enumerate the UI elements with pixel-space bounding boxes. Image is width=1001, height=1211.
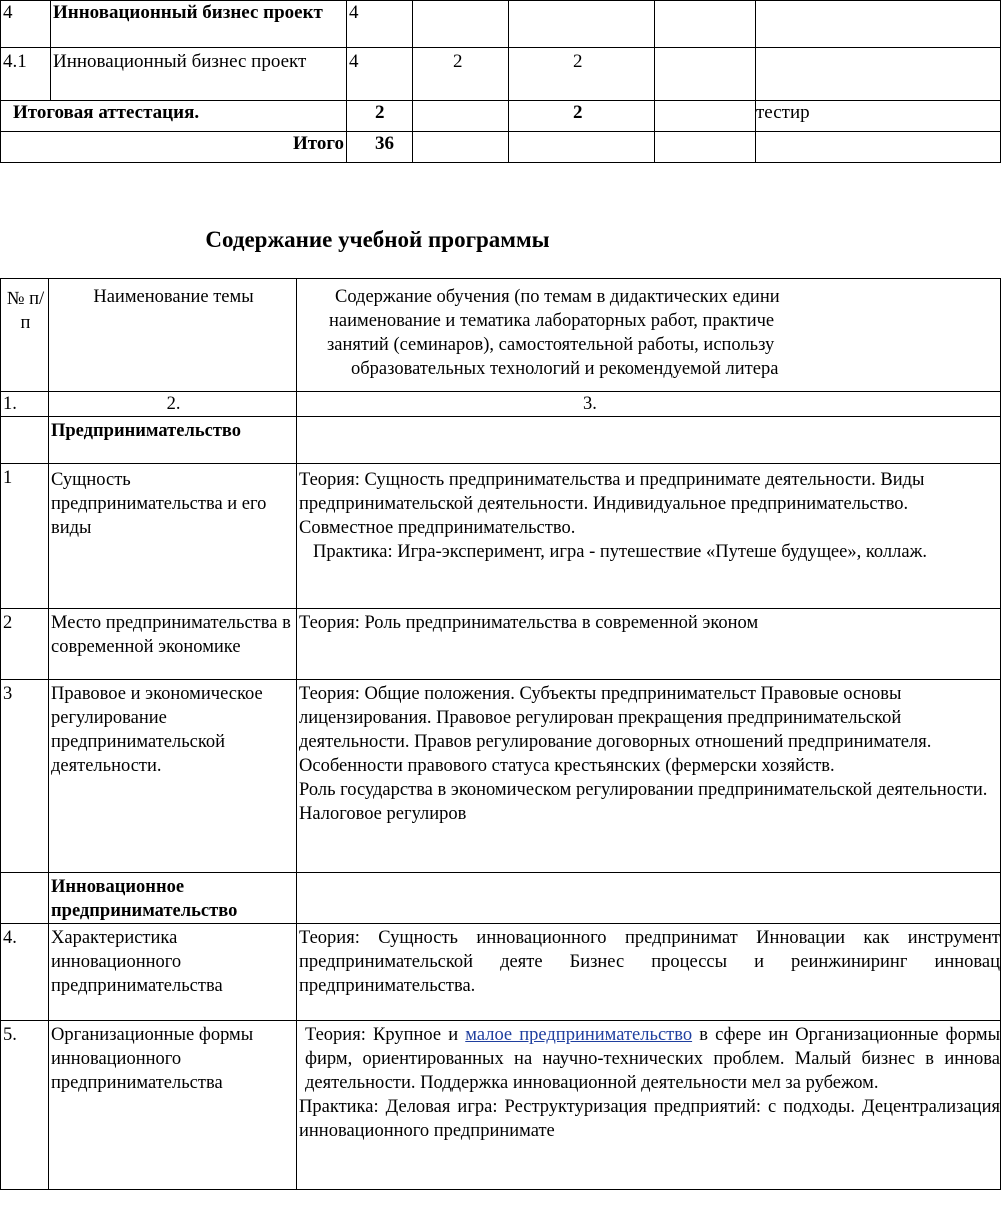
table-row bbox=[1, 132, 1001, 163]
practice-hours bbox=[509, 1, 655, 48]
header-content-line: занятий (семинаров), самостоятельной работы, использу bbox=[327, 335, 775, 355]
table-row bbox=[1, 680, 1001, 873]
theory-hours bbox=[413, 132, 509, 163]
topic-name: Организационные формы инновационного предпринимательства bbox=[49, 1021, 297, 1190]
row-number: 3 bbox=[1, 680, 49, 873]
table-row bbox=[1, 924, 1001, 1021]
total-hours: 4 bbox=[347, 48, 413, 101]
cell bbox=[1, 417, 49, 464]
theory-text: Теория: Роль предпринимательства в современной эконом bbox=[297, 609, 1001, 680]
col-number: 3. bbox=[297, 392, 1001, 417]
table-row bbox=[1, 464, 1001, 609]
cell bbox=[655, 101, 756, 132]
practice-text: Практика: Деловая игра: Реструктуризация предприятий: с подходы. Децентрализация инновационного предпринимате bbox=[299, 1097, 1000, 1141]
row-number: 4. bbox=[1, 924, 49, 1021]
topic-name: Сущность предпринимательства и его виды bbox=[49, 464, 297, 609]
cell bbox=[756, 48, 1001, 101]
table-row bbox=[1, 48, 1001, 101]
cell bbox=[655, 1, 756, 48]
section-row bbox=[1, 417, 1001, 464]
table-row bbox=[1, 1, 1001, 48]
practice-hours: 2 bbox=[509, 101, 655, 132]
theory-text: в сфере ин Организационные формы фирм, ориентированных на научно-технических проблем. Малый бизнес в иннова деятельности. Поддержка инновационной деятельности мел за рубежом. bbox=[305, 1025, 1000, 1093]
column-numbers-row bbox=[1, 392, 1001, 417]
theory-hours: 2 bbox=[413, 48, 509, 101]
total-hours: 4 bbox=[347, 1, 413, 48]
cell bbox=[655, 132, 756, 163]
cell bbox=[655, 48, 756, 101]
theory-text: Теория: Крупное и bbox=[305, 1025, 466, 1045]
header-content-line: наименование и тематика лабораторных работ, практиче bbox=[329, 311, 775, 331]
section-heading: Предпринимательство bbox=[49, 417, 297, 464]
section-heading: Инновационное предпринимательство bbox=[49, 873, 297, 924]
total-label: Итого bbox=[1, 132, 347, 163]
header-content-line: образовательных технологий и рекомендуемой литера bbox=[351, 359, 779, 379]
small-business-link[interactable]: малое предпринимательство bbox=[465, 1025, 693, 1045]
total-hours: 36 bbox=[347, 132, 413, 163]
header-topic: Наименование темы bbox=[49, 279, 297, 392]
content-table bbox=[0, 278, 1001, 1190]
cell bbox=[297, 873, 1001, 924]
topic-name: Правовое и экономическое регулирование предпринимательской деятельности. bbox=[49, 680, 297, 873]
cell bbox=[297, 417, 1001, 464]
control-form: тестир bbox=[756, 101, 1001, 132]
col-number: 2. bbox=[49, 392, 297, 417]
theory-hours bbox=[413, 101, 509, 132]
cell bbox=[756, 132, 1001, 163]
topic-name: Место предпринимательства в современной экономике bbox=[49, 609, 297, 680]
topic-name: Характеристика инновационного предпринимательства bbox=[49, 924, 297, 1021]
topic-name: Инновационный бизнес проект bbox=[51, 48, 347, 101]
row-number: 4 bbox=[1, 1, 51, 48]
practice-text: Практика: Игра-эксперимент, игра - путешествие «Путеше будущее», коллаж. bbox=[313, 542, 927, 562]
header-content-line: Содержание обучения (по темам в дидактических едини bbox=[335, 287, 780, 307]
total-hours: 2 bbox=[347, 101, 413, 132]
table-row bbox=[1, 1021, 1001, 1190]
header-row bbox=[1, 279, 1001, 392]
section-title: Содержание учебной программы bbox=[205, 227, 550, 252]
table-row bbox=[1, 101, 1001, 132]
row-number: 5. bbox=[1, 1021, 49, 1190]
topic-name: Инновационный бизнес проект bbox=[51, 1, 347, 48]
practice-hours bbox=[509, 132, 655, 163]
practice-hours: 2 bbox=[509, 48, 655, 101]
cell bbox=[1, 873, 49, 924]
header-num: № п/п bbox=[1, 279, 49, 392]
row-number: 1 bbox=[1, 464, 49, 609]
theory-text: Теория: Сущность предпринимательства и предпринимате деятельности. Виды предпринимательской деятельности. Индивидуальное предпринимательство. Совместное предпринимательство. bbox=[299, 470, 925, 538]
theory-text: Теория: Сущность инновационного предпринимат Инновации как инструмент предпринимательской деяте Бизнес процессы и реинжиниринг инновац предпринимательства. bbox=[297, 924, 1001, 1021]
theory-hours bbox=[413, 1, 509, 48]
section-row bbox=[1, 873, 1001, 924]
hours-table bbox=[0, 0, 1001, 163]
row-number: 2 bbox=[1, 609, 49, 680]
theory-text: Роль государства в экономическом регулировании предпринимательской деятельности. Налоговое регулиров bbox=[299, 780, 988, 824]
attestation-label: Итоговая аттестация. bbox=[1, 101, 347, 132]
cell bbox=[756, 1, 1001, 48]
theory-text: Теория: Общие положения. Субъекты предпринимательст Правовые основы лицензирования. Правовое регулирован прекращения предпринимательской деятельности. Правов регулирование договорных отношений предпринимателя. Особенности правового статуса крестьянских (фермерски хозяйств. bbox=[299, 684, 932, 776]
col-number: 1. bbox=[1, 392, 49, 417]
table-row bbox=[1, 609, 1001, 680]
row-number: 4.1 bbox=[1, 48, 51, 101]
